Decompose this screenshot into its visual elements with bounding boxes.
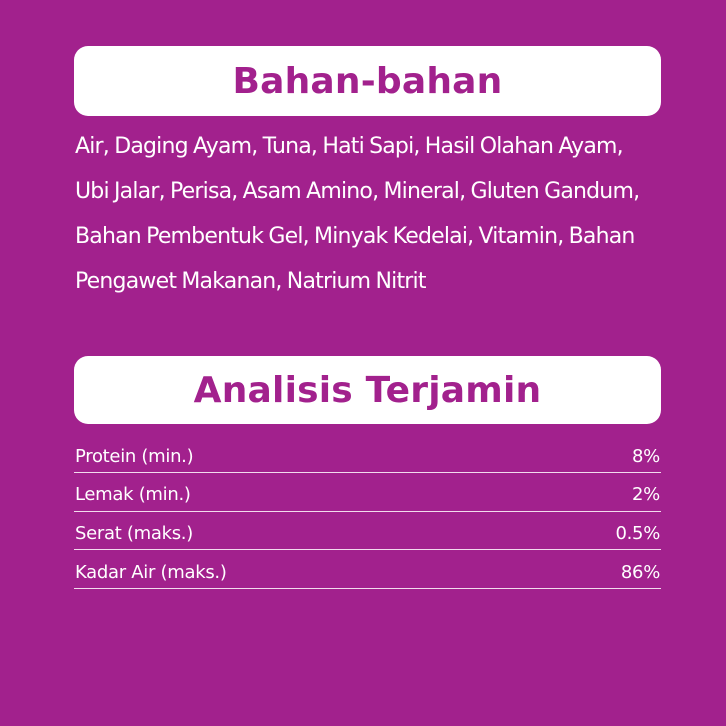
analysis-title: Analisis Terjamin bbox=[193, 369, 542, 411]
analysis-label: Serat (maks.) bbox=[75, 522, 193, 544]
analysis-value: 86% bbox=[620, 561, 660, 583]
analysis-row-fat bbox=[74, 475, 661, 512]
analysis-label: Protein (min.) bbox=[75, 445, 194, 467]
analysis-value: 0.5% bbox=[615, 522, 660, 544]
analysis-label: Kadar Air (maks.) bbox=[75, 561, 227, 583]
analysis-value: 8% bbox=[632, 445, 660, 467]
ingredients-title: Bahan-bahan bbox=[232, 60, 503, 102]
ingredients-header bbox=[74, 46, 661, 116]
analysis-value: 2% bbox=[632, 484, 660, 506]
analysis-label: Lemak (min.) bbox=[75, 484, 191, 506]
analysis-row-moisture bbox=[74, 552, 661, 589]
analysis-table bbox=[74, 436, 661, 589]
analysis-row-fiber bbox=[74, 513, 661, 550]
analysis-row-protein bbox=[74, 436, 661, 473]
analysis-header bbox=[74, 356, 661, 424]
ingredients-list: Air, Daging Ayam, Tuna, Hati Sapi, Hasil Olahan Ayam, Ubi Jalar, Perisa, Asam Amino, Mineral, Gluten Gandum, Bahan Pembentuk Gel, Minyak Kedelai, Vitamin, Bahan Pengawet Makanan, Natrium Nitrit bbox=[75, 134, 640, 294]
